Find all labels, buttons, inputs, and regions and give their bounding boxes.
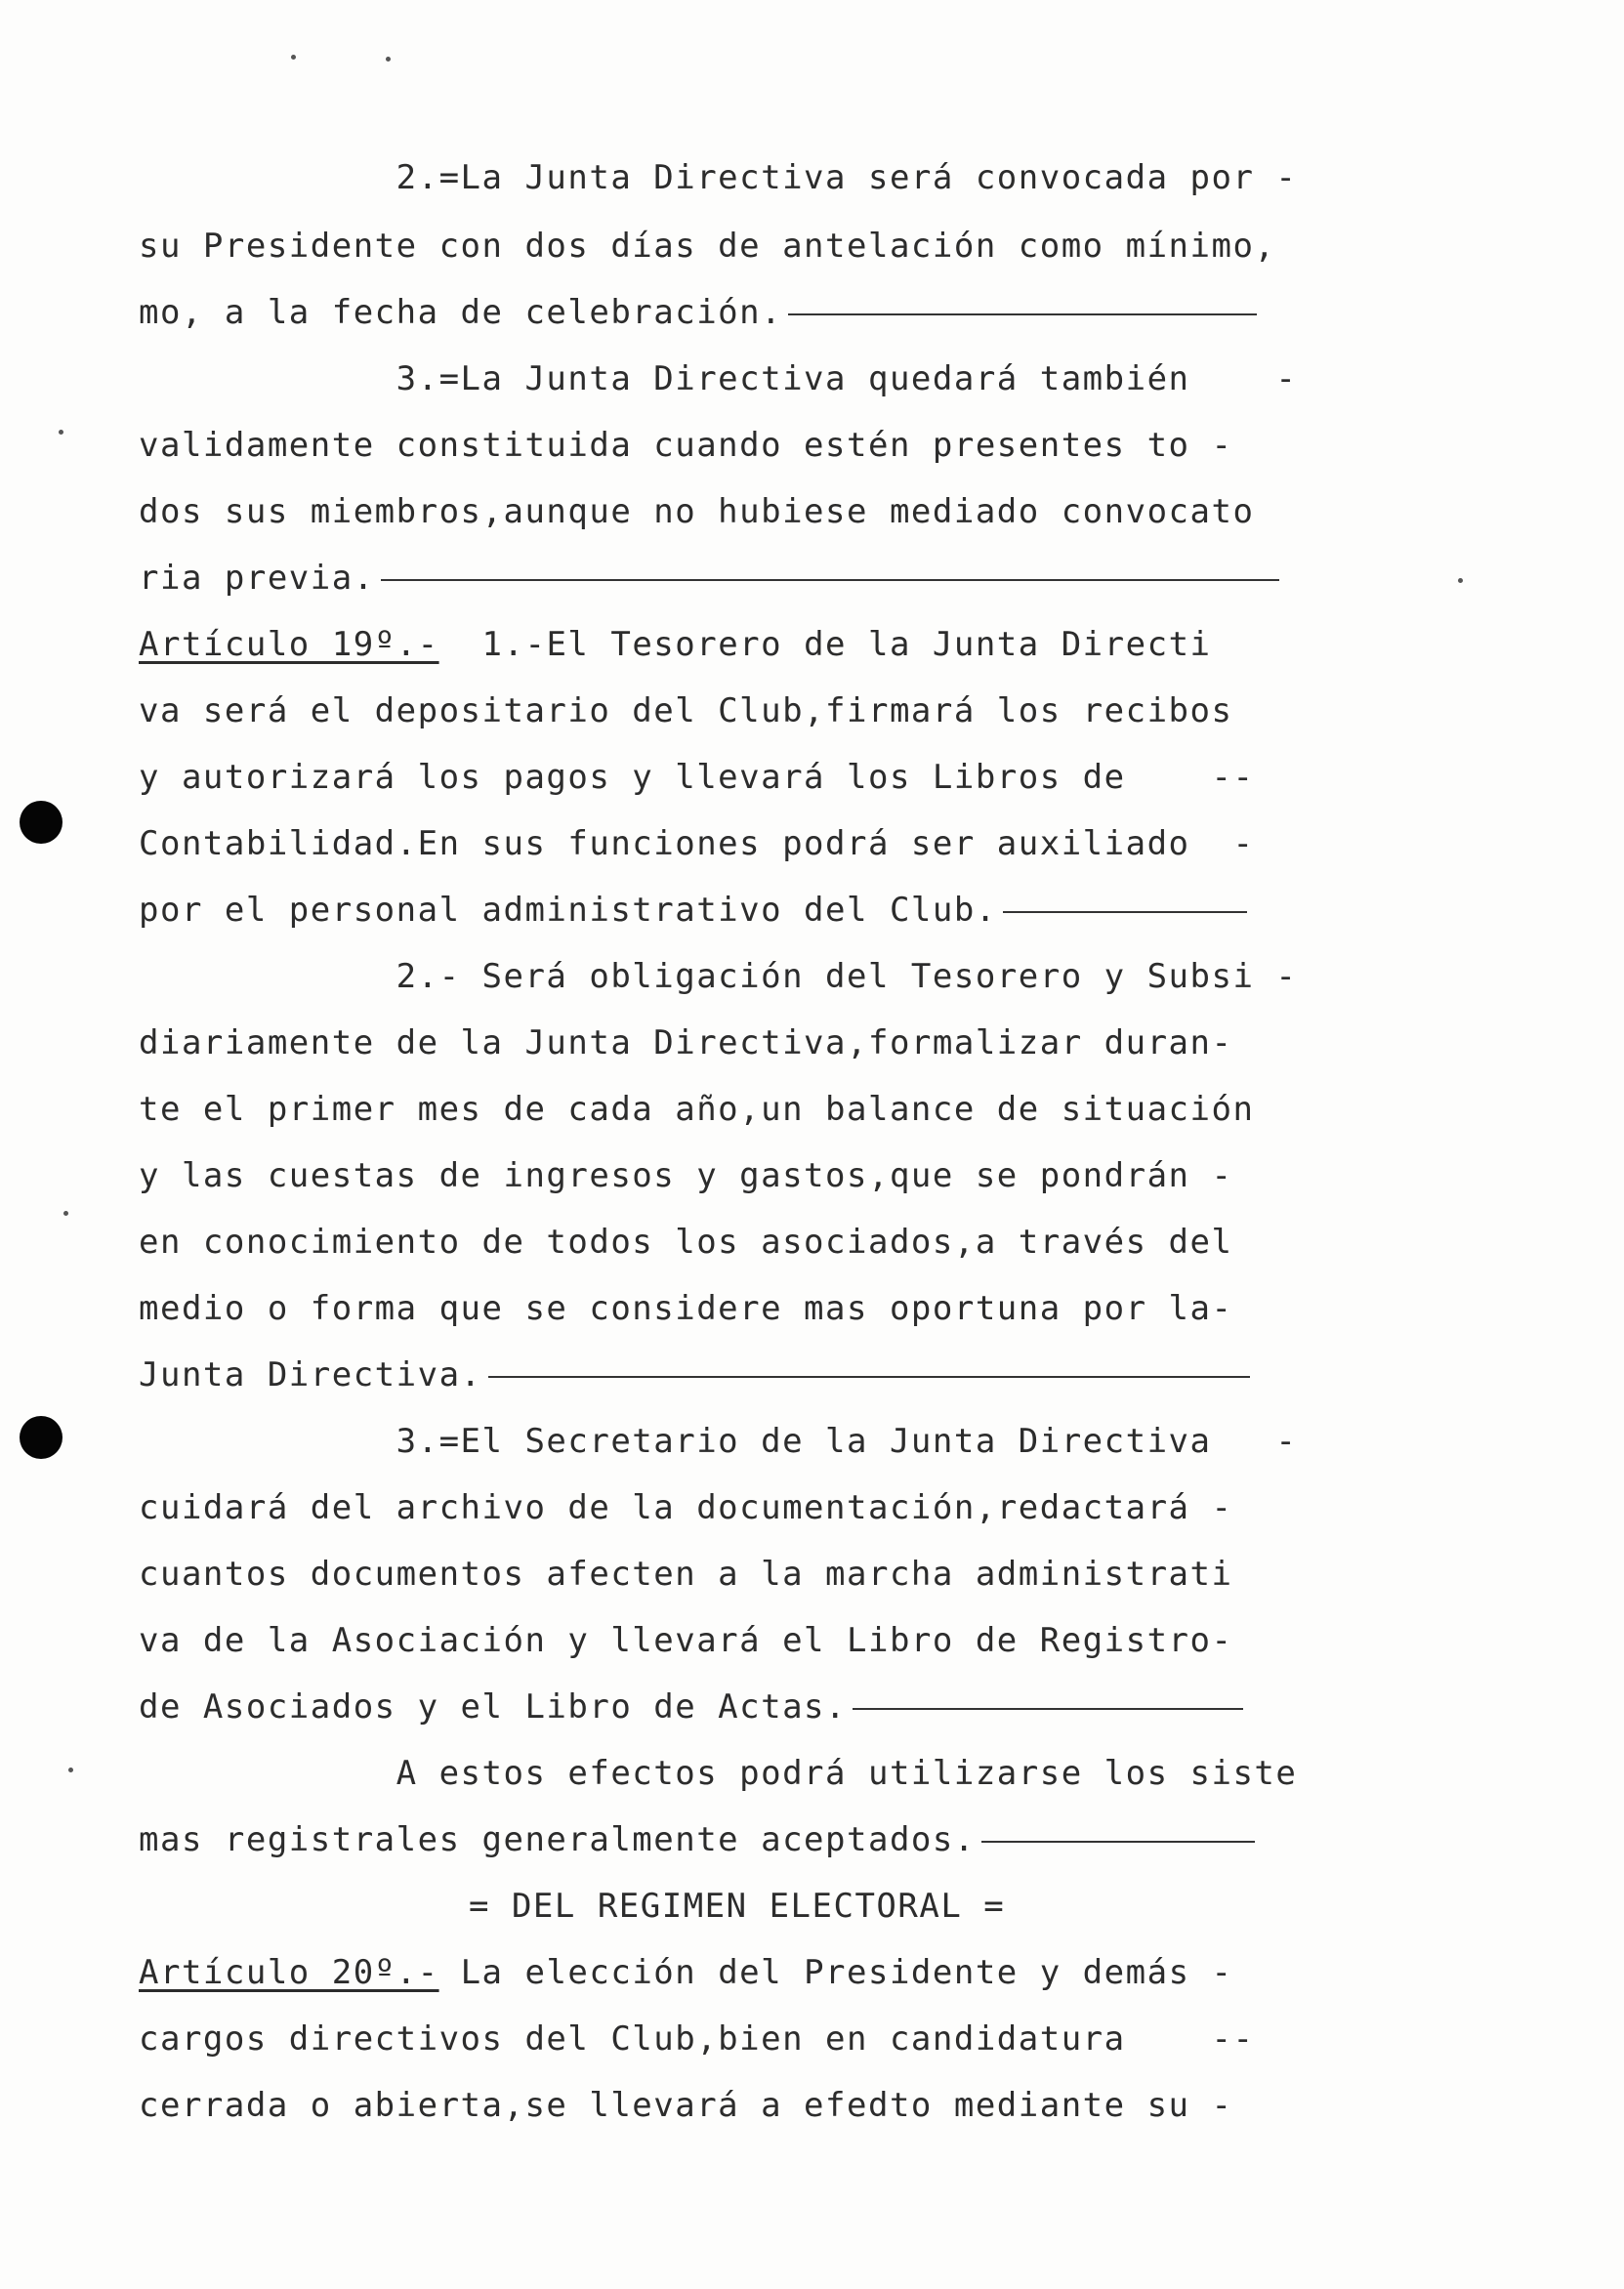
text-line: cuantos documentos afecten a la marcha administrati	[139, 1555, 1233, 1594]
section-title: = DEL REGIMEN ELECTORAL =	[469, 1887, 1006, 1926]
text-line: te el primer mes de cada año,un balance de situación	[139, 1090, 1255, 1129]
text-line: su Presidente con dos días de antelación como mínimo,	[139, 227, 1276, 266]
text-line: validamente constituida cuando estén presentes to -	[139, 426, 1233, 465]
text-line: de Asociados y el Libro de Actas.	[139, 1687, 1301, 1730]
text-line: 3.=La Junta Directiva quedará también -	[139, 359, 1298, 398]
text-line: en conocimiento de todos los asociados,a través del	[139, 1223, 1233, 1262]
punch-hole-bottom	[20, 1416, 62, 1459]
text-line: Junta Directiva.	[139, 1355, 1301, 1398]
text-line: 2.=La Junta Directiva será convocada por -	[139, 158, 1298, 197]
text-line: mo, a la fecha de celebración.	[139, 293, 1301, 336]
text-line: por el personal administrativo del Club.	[139, 891, 1301, 934]
text-line: 2.- Será obligación del Tesorero y Subsi -	[139, 957, 1298, 996]
scan-speck	[68, 1768, 73, 1772]
article-20-heading: Artículo 20º.-	[139, 1953, 439, 1992]
text-line: A estos efectos podrá utilizarse los siste	[139, 1754, 1298, 1793]
text-line: y las cuestas de ingresos y gastos,que se pondrán -	[139, 1156, 1233, 1195]
text-line: diariamente de la Junta Directiva,formalizar duran-	[139, 1023, 1233, 1062]
article-19-heading: Artículo 19º.-	[139, 625, 439, 664]
text-line: va de la Asociación y llevará el Libro de Registro-	[139, 1621, 1233, 1660]
text-line: y autorizará los pagos y llevará los Libros de --	[139, 758, 1255, 797]
text-line: 3.=El Secretario de la Junta Directiva -	[139, 1422, 1298, 1461]
punch-hole-top	[20, 801, 62, 844]
article-19-line: Artículo 19º.- 1.-El Tesorero de la Junta Directi	[139, 625, 1212, 664]
text-line: cuidará del archivo de la documentación,redactará -	[139, 1488, 1233, 1527]
text-line: cargos directivos del Club,bien en candidatura --	[139, 2019, 1255, 2059]
text-line: va será el depositario del Club,firmará los recibos	[139, 691, 1233, 730]
scan-speck	[386, 57, 391, 62]
text-line: mas registrales generalmente aceptados.	[139, 1820, 1301, 1863]
article-20-line: Artículo 20º.- La elección del Presidente y demás -	[139, 1953, 1233, 1992]
scan-speck	[1458, 578, 1463, 583]
text-line: dos sus miembros,aunque no hubiese mediado convocato	[139, 492, 1255, 531]
text-line: medio o forma que se considere mas oportuna por la-	[139, 1289, 1233, 1328]
text-line: ria previa.	[139, 559, 1301, 602]
scan-speck	[59, 430, 63, 435]
scan-speck	[291, 55, 296, 60]
scan-speck	[63, 1211, 68, 1216]
text-line: cerrada o abierta,se llevará a efedto mediante su -	[139, 2086, 1233, 2125]
text-line: Contabilidad.En sus funciones podrá ser auxiliado -	[139, 824, 1255, 863]
